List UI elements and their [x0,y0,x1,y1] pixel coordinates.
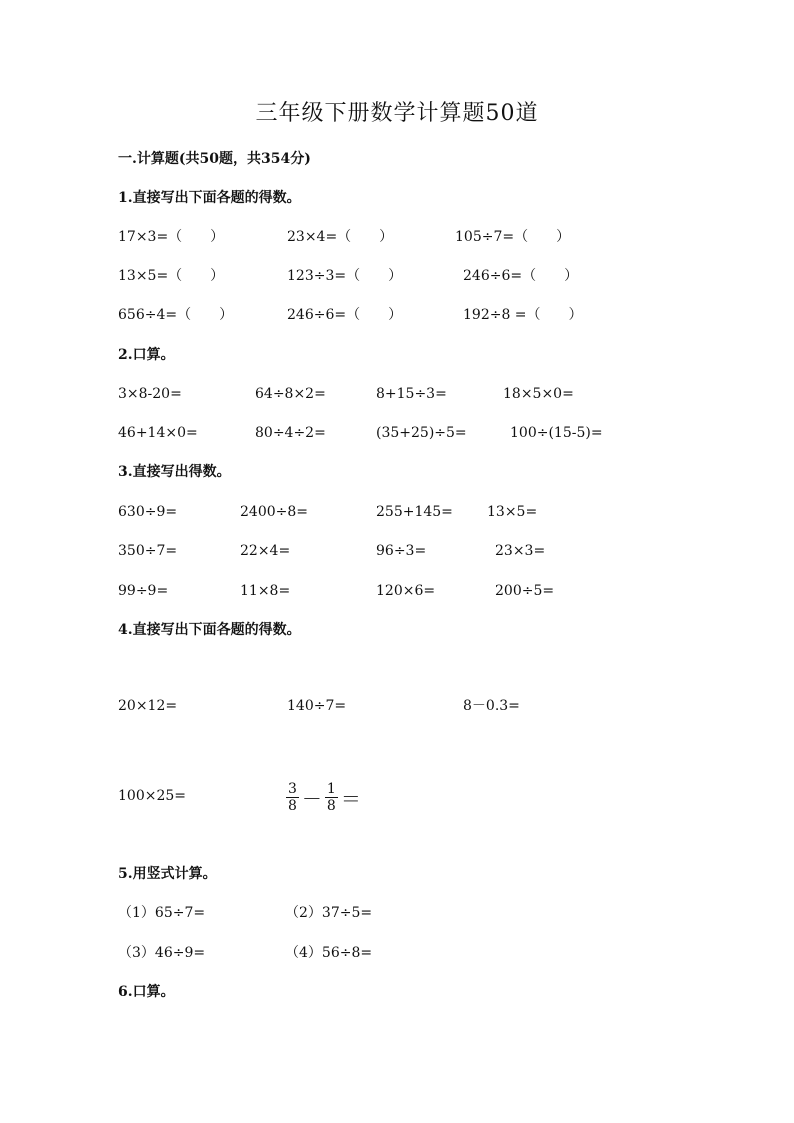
q5-item: （1）65÷7= [118,905,206,921]
q4-item: 8－0.3= [463,698,520,714]
question-1-label: 1.直接写出下面各题的得数。 [118,190,301,206]
q4-item: 100×25= [118,788,186,804]
page-title: 三年级下册数学计算题50道 [255,101,539,126]
section-heading: 一.计算题(共50题，共354分) [118,151,311,167]
q3-item: 2400÷8= [240,504,308,520]
question-4-label: 4.直接写出下面各题的得数。 [118,622,301,638]
fraction-a [286,781,299,814]
minus-sign: － [301,787,322,811]
q3-item: 630÷9= [118,504,178,520]
q1-item: 23×4=（ ） [287,229,394,245]
equals-sign: ＝ [340,787,361,811]
q3-item: 99÷9= [118,583,169,599]
fraction-b-numerator: 1 [326,781,336,797]
q2-item: (35+25)÷5= [376,425,467,441]
fraction-a-denominator: 8 [288,798,297,814]
q1-item: 246÷6=（ ） [287,307,403,323]
q2-item: 18×5×0= [503,386,574,402]
q1-item: 123÷3=（ ） [287,268,403,284]
q1-item: 17×3=（ ） [118,229,225,245]
question-5-label: 5.用竖式计算。 [118,866,217,882]
q2-item: 64÷8×2= [255,386,326,402]
q3-item: 350÷7= [118,543,178,559]
fraction-b-denominator: 8 [326,798,336,814]
q2-item: 3×8-20= [118,386,182,402]
q3-item: 200÷5= [495,583,555,599]
q3-item: 13×5= [487,504,538,520]
q3-item: 11×8= [240,583,291,599]
q2-item: 100÷(15-5)= [510,425,603,441]
fraction-b [325,781,338,814]
q3-item: 22×4= [240,543,291,559]
q2-item: 46+14×0= [118,425,198,441]
question-2-label: 2.口算。 [118,347,175,363]
question-3-label: 3.直接写出得数。 [118,464,231,480]
question-6-label: 6.口算。 [118,984,175,1000]
q1-item: 105÷7=（ ） [455,229,571,245]
q1-item: 13×5=（ ） [118,268,225,284]
q3-item: 96÷3= [376,543,427,559]
fraction-expression [286,781,364,814]
q3-item: 255+145= [376,504,453,520]
q3-item: 23×3= [495,543,546,559]
q2-item: 8+15÷3= [376,386,447,402]
q1-item: 246÷6=（ ） [463,268,579,284]
q1-item: 656÷4=（ ） [118,307,234,323]
q5-item: （2）37÷5= [285,905,373,921]
fraction-a-numerator: 3 [288,781,297,797]
q1-item: 192÷8 =（ ） [463,307,583,323]
q5-item: （3）46÷9= [118,945,206,961]
q4-item: 20×12= [118,698,178,714]
q2-item: 80÷4÷2= [255,425,326,441]
q4-item: 140÷7= [287,698,347,714]
q3-item: 120×6= [376,583,436,599]
q5-item: （4）56÷8= [285,945,373,961]
